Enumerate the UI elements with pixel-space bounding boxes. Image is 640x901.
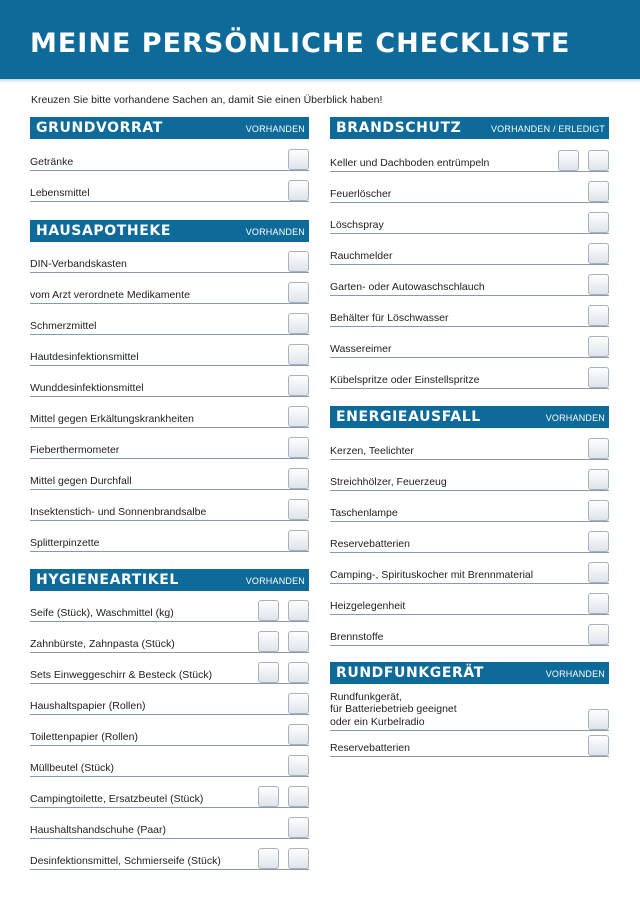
- item-label: Schmerzmittel: [30, 319, 97, 332]
- checkbox-vorhanden[interactable]: [288, 755, 309, 776]
- item-label: Behälter für Löschwasser: [330, 311, 449, 324]
- item-label: Seife (Stück), Waschmittel (kg): [30, 606, 174, 619]
- checkbox-vorhanden[interactable]: [288, 437, 309, 458]
- item-label: Wunddesinfektionsmittel: [30, 381, 144, 394]
- item-label: Mittel gegen Durchfall: [30, 474, 132, 487]
- item-label: Sets Einweggeschirr & Besteck (Stück): [30, 668, 213, 681]
- item-label: Keller und Dachboden entrümpeln: [330, 156, 490, 169]
- item-label: Desinfektionsmittel, Schmierseife (Stück): [30, 854, 221, 867]
- checkbox-vorhanden[interactable]: [588, 274, 609, 295]
- checkbox-vorhanden[interactable]: [588, 150, 609, 171]
- checkbox-vorhanden[interactable]: [288, 693, 309, 714]
- checklist-row: [30, 815, 309, 839]
- checkbox-vorhanden[interactable]: [288, 149, 309, 170]
- checkbox-vorhanden[interactable]: [588, 243, 609, 264]
- checkbox-secondary[interactable]: [258, 631, 279, 652]
- checkbox-vorhanden[interactable]: [588, 531, 609, 552]
- checkbox-vorhanden[interactable]: [588, 305, 609, 326]
- checklist-row: [30, 342, 309, 366]
- item-label: Insektenstich- und Sonnenbrandsalbe: [30, 505, 207, 518]
- checkbox-vorhanden[interactable]: [288, 251, 309, 272]
- section-title: BRANDSCHUTZ: [336, 120, 462, 136]
- item-label: DIN-Verbandskasten: [30, 257, 127, 270]
- checkbox-vorhanden[interactable]: [588, 735, 609, 756]
- checkbox-vorhanden[interactable]: [288, 631, 309, 652]
- checklist-row: [30, 311, 309, 335]
- checklist-row: [30, 497, 309, 521]
- checkbox-vorhanden[interactable]: [288, 724, 309, 745]
- checkbox-vorhanden[interactable]: [288, 375, 309, 396]
- item-label: Heizgelegenheit: [330, 599, 406, 612]
- item-label: Löschspray: [330, 218, 384, 231]
- checkbox-vorhanden[interactable]: [588, 709, 609, 730]
- checkbox-vorhanden[interactable]: [588, 562, 609, 583]
- checklist-row: [330, 737, 609, 757]
- item-label: Rundfunkgerät, für Batteriebetrieb geeignet oder ein Kurbelradio: [330, 690, 457, 728]
- checklist-row: [30, 147, 309, 171]
- intro-text: Kreuzen Sie bitte vorhandene Sachen an, damit Sie einen Überblick haben!: [31, 94, 383, 106]
- item-label: Garten- oder Autowaschschlauch: [330, 280, 485, 293]
- checklist-row: [330, 529, 609, 553]
- checklist-row: [330, 334, 609, 358]
- item-label: Toilettenpapier (Rollen): [30, 730, 138, 743]
- checklist-row: [330, 210, 609, 234]
- checkbox-vorhanden[interactable]: [288, 530, 309, 551]
- checkbox-vorhanden[interactable]: [588, 438, 609, 459]
- section-header-energieausfall: [330, 406, 609, 428]
- item-label: Camping-, Spirituskocher mit Brennmaterial: [330, 568, 534, 581]
- title-banner: [0, 0, 640, 79]
- item-label: Brennstoffe: [330, 630, 384, 643]
- checklist-row: [330, 436, 609, 460]
- checkbox-vorhanden[interactable]: [288, 786, 309, 807]
- item-label: Kerzen, Teelichter: [330, 444, 414, 457]
- banner-divider: [0, 79, 640, 83]
- checklist-row: [30, 249, 309, 273]
- section-column-label: VORHANDEN: [245, 576, 305, 586]
- section-header-hygieneartikel: [30, 569, 309, 591]
- item-label: vom Arzt verordnete Medikamente: [30, 288, 190, 301]
- checkbox-vorhanden[interactable]: [288, 406, 309, 427]
- section-column-label: VORHANDEN: [245, 124, 305, 134]
- checkbox-secondary[interactable]: [258, 662, 279, 683]
- checkbox-secondary[interactable]: [558, 150, 579, 171]
- item-label: Haushaltshandschuhe (Paar): [30, 823, 166, 836]
- section-column-label: VORHANDEN: [545, 413, 605, 423]
- item-label: Feuerlöscher: [330, 187, 392, 200]
- checklist-row: [330, 179, 609, 203]
- item-label: Getränke: [30, 155, 74, 168]
- checkbox-secondary[interactable]: [258, 786, 279, 807]
- checkbox-vorhanden[interactable]: [588, 212, 609, 233]
- checklist-row: [330, 303, 609, 327]
- checkbox-vorhanden[interactable]: [588, 500, 609, 521]
- checklist-row: [30, 178, 309, 202]
- checklist-row: [30, 753, 309, 777]
- checkbox-vorhanden[interactable]: [288, 282, 309, 303]
- section-title: HYGIENEARTIKEL: [36, 572, 179, 588]
- checkbox-vorhanden[interactable]: [588, 593, 609, 614]
- checklist-row: [330, 498, 609, 522]
- checkbox-vorhanden[interactable]: [288, 662, 309, 683]
- item-label: Mittel gegen Erkältungskrankheiten: [30, 412, 195, 425]
- checklist-row: [30, 528, 309, 552]
- item-label: Rauchmelder: [330, 249, 393, 262]
- checkbox-vorhanden[interactable]: [288, 313, 309, 334]
- item-label: Müllbeutel (Stück): [30, 761, 115, 774]
- item-label: Streichhölzer, Feuerzeug: [330, 475, 447, 488]
- checklist-row: [330, 560, 609, 584]
- checkbox-vorhanden[interactable]: [288, 468, 309, 489]
- section-column-label: VORHANDEN: [545, 669, 605, 679]
- checklist-row: [330, 365, 609, 389]
- item-label: Campingtoilette, Ersatzbeutel (Stück): [30, 792, 204, 805]
- checklist-row: [30, 691, 309, 715]
- section-header-hausapotheke: [30, 220, 309, 242]
- checkbox-vorhanden[interactable]: [588, 469, 609, 490]
- checkbox-vorhanden[interactable]: [588, 336, 609, 357]
- item-label: Splitterpinzette: [30, 536, 100, 549]
- item-label: Haushaltspapier (Rollen): [30, 699, 146, 712]
- item-label: Reservebatterien: [330, 741, 410, 754]
- checklist-row: [30, 466, 309, 490]
- checkbox-vorhanden[interactable]: [288, 499, 309, 520]
- section-title: GRUNDVORRAT: [36, 120, 163, 136]
- checkbox-vorhanden[interactable]: [588, 367, 609, 388]
- section-title: HAUSAPOTHEKE: [36, 223, 172, 239]
- section-header-brandschutz: [330, 117, 609, 139]
- checkbox-secondary[interactable]: [258, 600, 279, 621]
- item-label: Lebensmittel: [30, 186, 90, 199]
- item-label: Fieberthermometer: [30, 443, 120, 456]
- section-title: ENERGIEAUSFALL: [336, 409, 481, 425]
- checkbox-vorhanden[interactable]: [588, 624, 609, 645]
- checklist-row: [30, 435, 309, 459]
- item-label: Kübelspritze oder Einstellspritze: [330, 373, 480, 386]
- checklist-row: [330, 690, 609, 731]
- checklist-row: [330, 272, 609, 296]
- checkbox-vorhanden[interactable]: [588, 181, 609, 202]
- section-column-label: VORHANDEN: [245, 227, 305, 237]
- item-label: Hautdesinfektionsmittel: [30, 350, 139, 363]
- item-label: Taschenlampe: [330, 506, 398, 519]
- section-header-grundvorrat: [30, 117, 309, 139]
- checklist-row: [30, 722, 309, 746]
- item-label: Zahnbürste, Zahnpasta (Stück): [30, 637, 175, 650]
- section-column-label: VORHANDEN / ERLEDIGT: [490, 124, 605, 134]
- checkbox-vorhanden[interactable]: [288, 817, 309, 838]
- checklist-row: [330, 591, 609, 615]
- checkbox-vorhanden[interactable]: [288, 848, 309, 869]
- item-label: Reservebatterien: [330, 537, 410, 550]
- checkbox-secondary[interactable]: [258, 848, 279, 869]
- item-label: Wassereimer: [330, 342, 392, 355]
- section-header-rundfunkgeraet: [330, 662, 609, 684]
- checklist-row: [30, 404, 309, 428]
- checklist-row: [30, 373, 309, 397]
- checklist-row: [330, 241, 609, 265]
- checkbox-vorhanden[interactable]: [288, 180, 309, 201]
- checklist-row: [330, 622, 609, 646]
- section-title: RUNDFUNKGERÄT: [336, 665, 484, 681]
- checkbox-vorhanden[interactable]: [288, 344, 309, 365]
- checklist-row: [330, 467, 609, 491]
- page-title: MEINE PERSÖNLICHE CHECKLISTE: [30, 28, 571, 59]
- checkbox-vorhanden[interactable]: [288, 600, 309, 621]
- checklist-row: [30, 280, 309, 304]
